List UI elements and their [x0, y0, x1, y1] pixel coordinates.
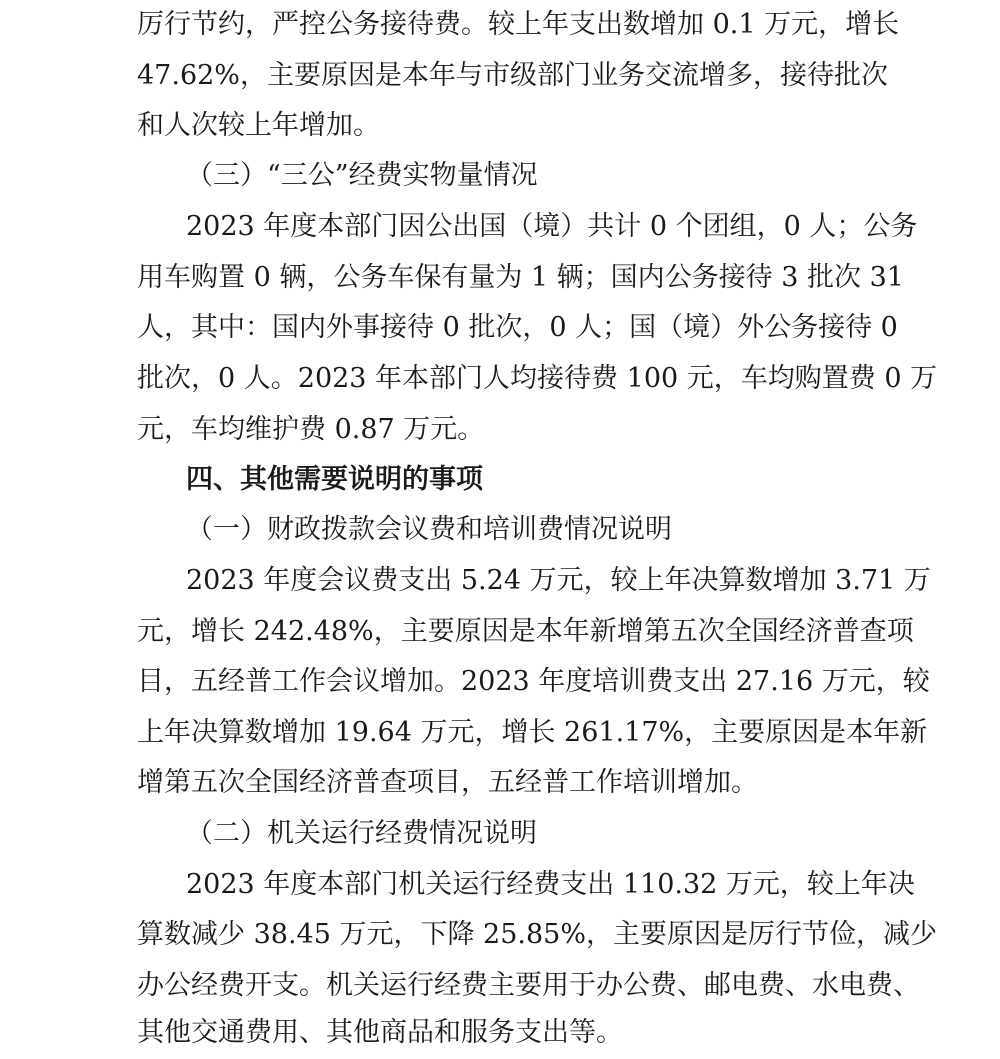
paragraph-line: 和人次较上年增加。 [137, 110, 380, 141]
section-heading: （一）财政拨款会议费和培训费情况说明 [186, 514, 672, 545]
paragraph-line: 人，其中：国内外事接待 0 批次，0 人；国（境）外公务接待 0 [137, 312, 898, 343]
paragraph-line: 批次，0 人。2023 年本部门人均接待费 100 元，车均购置费 0 万 [137, 363, 938, 394]
paragraph-line: 算数减少 38.45 万元，下降 25.85%，主要原因是厉行节俭，减少 [137, 919, 937, 950]
paragraph-line: 2023 年度本部门机关运行经费支出 110.32 万元，较上年决 [186, 869, 915, 900]
paragraph-line: 厉行节约，严控公务接待费。较上年支出数增加 0.1 万元，增长 [137, 9, 900, 40]
paragraph-line: 上年决算数增加 19.64 万元，增长 261.17%，主要原因是本年新 [137, 717, 928, 748]
paragraph-line: 元，增长 242.48%，主要原因是本年新增第五次全国经济普查项 [137, 616, 914, 647]
chapter-heading: 四、其他需要说明的事项 [186, 464, 483, 495]
paragraph-line: 2023 年度本部门因公出国（境）共计 0 个团组，0 人；公务 [186, 211, 918, 242]
paragraph-line: 47.62%，主要原因是本年与市级部门业务交流增多，接待批次 [137, 60, 888, 91]
paragraph-line: 增第五次全国经济普查项目，五经普工作培训增加。 [137, 767, 758, 798]
paragraph-line: 办公经费开支。机关运行经费主要用于办公费、邮电费、水电费、 [137, 970, 920, 1001]
section-heading: （三）“三公”经费实物量情况 [186, 160, 538, 191]
paragraph-line: 2023 年度会议费支出 5.24 万元，较上年决算数增加 3.71 万 [186, 565, 931, 596]
paragraph-line: 用车购置 0 辆，公务车保有量为 1 辆；国内公务接待 3 批次 31 [137, 262, 904, 293]
paragraph-line: 元，车均维护费 0.87 万元。 [137, 414, 485, 445]
paragraph-line: 其他交通费用、其他商品和服务支出等。 [137, 1017, 623, 1048]
section-heading: （二）机关运行经费情况说明 [186, 818, 537, 849]
paragraph-line: 目，五经普工作会议增加。2023 年度培训费支出 27.16 万元，较 [137, 666, 930, 697]
